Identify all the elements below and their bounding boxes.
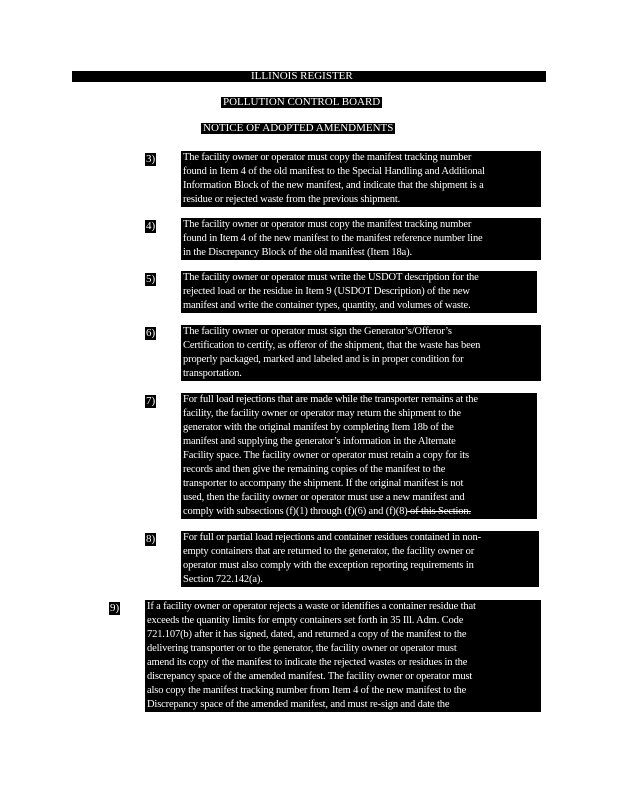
item-4-paragraph <box>181 218 541 260</box>
item-8-paragraph <box>181 531 539 587</box>
item-4-line: in the Discrepancy Block of the old manifest (Item 18a). <box>183 247 412 258</box>
item-3-line: Information Block of the new manifest, and indicate that the shipment is a <box>183 180 484 191</box>
item-7-number: 7) <box>146 395 156 407</box>
item-3-line: found in Item 4 of the old manifest to the Special Handling and Additional <box>183 166 485 177</box>
item-4-line: The facility owner or operator must copy the manifest tracking number <box>183 219 472 230</box>
item-3-paragraph <box>181 151 541 207</box>
register-title: ILLINOIS REGISTER <box>251 70 353 82</box>
item-6-line: transportation. <box>183 368 242 379</box>
item-7-last-line-text: comply with subsections (f)(1) through (f)(6) and (f)(8) <box>183 506 408 517</box>
item-7-line: facility, the facility owner or operator may return the shipment to the <box>183 408 461 419</box>
item-7-struck-text: of this Section. <box>407 506 471 517</box>
item-7-line: manifest and supplying the generator’s information in the Alternate <box>183 436 456 447</box>
item-9-line: 721.107(b) after it has signed, dated, and returned a copy of the manifest to the <box>147 629 467 640</box>
item-8-line: empty containers that are returned to the generator, the facility owner or <box>183 546 475 557</box>
item-6-line: Certification to certify, as offeror of the shipment, that the waste has been <box>183 340 481 351</box>
item-9-line: If a facility owner or operator rejects a waste or identifies a container residue that <box>147 601 476 612</box>
item-9-line: amend its copy of the manifest to indicate the rejected wastes or residues in the <box>147 657 468 668</box>
item-8-line: Section 722.142(a). <box>183 574 263 585</box>
item-7-line: For full load rejections that are made while the transporter remains at the <box>183 394 478 405</box>
item-6-number: 6) <box>146 327 156 339</box>
item-8-number: 8) <box>146 533 156 545</box>
item-9-line: discrepancy space of the amended manifest. The facility owner or operator must <box>147 671 473 682</box>
item-9-number: 9) <box>110 602 120 614</box>
item-3-number: 3) <box>146 153 156 165</box>
item-8-line: For full or partial load rejections and container residues contained in non- <box>183 532 481 543</box>
item-8-line: operator must also comply with the exception reporting requirements in <box>183 560 474 571</box>
item-9-paragraph <box>145 600 541 712</box>
item-3-line: The facility owner or operator must copy the manifest tracking number <box>183 152 472 163</box>
item-5-line: manifest and write the container types, quantity, and volumes of waste. <box>183 300 471 311</box>
item-7-line: generator with the original manifest by completing Item 18b of the <box>183 422 454 433</box>
item-7-line: records and then give the remaining copies of the manifest to the <box>183 464 446 475</box>
item-6-paragraph <box>181 325 541 381</box>
item-7-paragraph <box>181 393 537 519</box>
item-4-line: found in Item 4 of the new manifest to the manifest reference number line <box>183 233 483 244</box>
item-3-line: residue or rejected waste from the previous shipment. <box>183 194 401 205</box>
item-7-line: transporter to accompany the shipment. If the original manifest is not <box>183 478 464 489</box>
item-9-line: exceeds the quantity limits for empty containers set forth in 35 Ill. Adm. Code <box>147 615 464 626</box>
item-9-line: also copy the manifest tracking number from Item 4 of the new manifest to the <box>147 685 467 696</box>
item-6-line: properly packaged, marked and labeled and is in proper condition for <box>183 354 464 365</box>
item-4-number: 4) <box>146 220 156 232</box>
item-5-line: The facility owner or operator must write the USDOT description for the <box>183 272 479 283</box>
item-5-number: 5) <box>146 273 156 285</box>
item-7-line: Facility space. The facility owner or operator must retain a copy for its <box>183 450 469 461</box>
item-5-paragraph <box>181 271 537 313</box>
item-9-line: Discrepancy space of the amended manifest, and must re-sign and date the <box>147 699 450 710</box>
item-5-line: rejected load or the residue in Item 9 (USDOT Description) of the new <box>183 286 470 297</box>
item-7-line: used, then the facility owner or operator must use a new manifest and <box>183 492 465 503</box>
item-9-line: delivering transporter or to the generator, the facility owner or operator must <box>147 643 457 654</box>
item-7-last-line <box>183 505 535 519</box>
notice-title: NOTICE OF ADOPTED AMENDMENTS <box>203 122 394 134</box>
board-title: POLLUTION CONTROL BOARD <box>223 96 381 108</box>
item-6-line: The facility owner or operator must sign the Generator’s/Offeror’s <box>183 326 452 337</box>
